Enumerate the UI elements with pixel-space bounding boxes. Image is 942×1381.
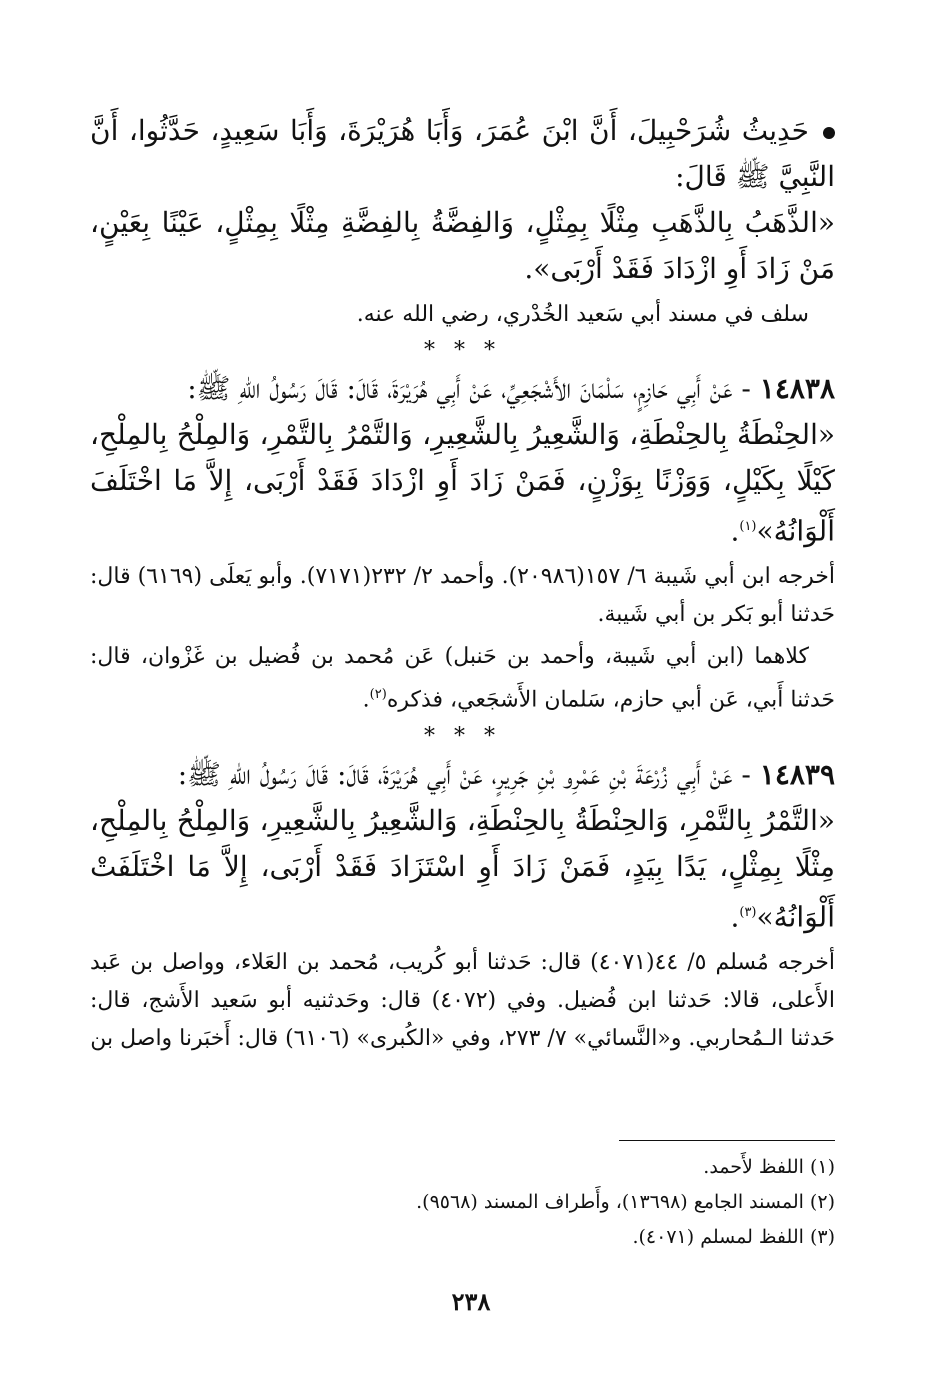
footnote-ref: (٣) [739,904,757,920]
footnote-ref: (١) [739,519,757,534]
hadith-number: ١٤٨٣٩ [759,757,835,791]
footnotes [135,1150,835,1255]
hadith-intro-text: حَدِيثُ شُرَحْبِيلَ، أَنَّ ابْنَ عُمَرَ، وَأَبَا هُرَيْرَةَ، وَأَبَا سَعِيدٍ، حَدَّثُوا، أَنَّ النَّبِيَّ ﷺ قَالَ: [90,114,835,193]
bullet-icon [823,127,835,139]
footnote-1: (١) اللفظ لأَحمد. [703,1156,835,1178]
section-separator: * * * [424,338,501,363]
hadith-14838-takhrij: أخرجه ابن أبي شَيبة ٦/ ١٥٧(٢٠٩٨٦). وأحمد ٢/ ٢٣٢(٧١٧١). وأبو يَعلَى (٦١٦٩) قال: حَدثنا أبو بَكر بن أبي شَيبة. [90,564,836,628]
hadith-14838-heading [90,366,835,412]
hadith-14839-heading [90,752,835,798]
hadith-matn-text: «التَّمْرُ بِالتَّمْرِ، وَالحِنْطَةُ بِالحِنْطَةِ، وَالشَّعِيرُ بِالشَّعِيرِ، وَالمِلْحُ بِالمِلْحِ، مِثْلًا بِمِثْلٍ، يَدًا بِيَدٍ، فَمَنْ زَادَ أَوِ اسْتَزَادَ فَقَدْ أَرْبَى، إِلاَّ مَا اخْتَلَفَتْ أَلْوَانُهُ» [90,803,835,933]
section-separator: * * * [424,723,501,749]
page-body [90,108,835,1058]
takhrij-text: كلاهما (ابن أبي شَيبة، وأحمد بن حَنبل) عَن مُحمد بن فُضيل بن غَزْوان، قال: حَدثنا أَبي، عَن أبي حازم، سَلمان الأَشجَعي، فذكره [90,644,835,713]
hadith-intro [90,108,835,200]
footnote-divider [619,1140,835,1141]
cross-reference-note: سلف في مسند أبي سَعيد الخُدْري، رضي الله عنه. [356,302,809,327]
footnote-2: (٢) المسند الجامع (١٣٦٩٨)، وأَطراف المسند (٩٥٦٨). [416,1191,835,1213]
hadith-isnad: - عَنْ أَبِي زُرْعَةَ بْنِ عَمْرِو بْنِ جَرِيرٍ، عَنْ أَبِي هُرَيْرَةَ، قَالَ: قَالَ رَسُولُ اللهِ ﷺ: [177,757,751,791]
hadith-14839-takhrij: أخرجه مُسلم ٥/ ٤٤(٤٠٧١) قال: حَدثنا أبو كُريب، مُحمد بن العَلاء، وواصل بن عَبد الأَعلى، قالا: حَدثنا ابن فُضيل. وفي (٤٠٧٢) قال: وحَدثنيه أبو سَعيد الأَشج، قال: حَدثنا الـمُحاربي. و«النَّسائي» ٧/ ٢٧٣، وفي «الكُبرى» (٦١٠٦) قال: أَخبَرنا واصل بن [90,949,836,1051]
hadith-14839-matn: «التَّمْرُ بِالتَّمْرِ، وَالحِنْطَةُ بِالحِنْطَةِ، وَالشَّعِيرُ بِالشَّعِيرِ، وَالمِلْحُ بِالمِلْحِ، مِثْلًا بِمِثْلٍ، يَدًا بِيَدٍ، فَمَنْ زَادَ أَوِ اسْتَزَادَ فَقَدْ أَرْبَى، إِلاَّ مَا اخْتَلَفَتْ أَلْوَانُهُ»$^{(٣)}$. [90,803,835,933]
hadith-isnad: - عَنْ أَبِي حَازِمٍ، سَلْمَانَ الأَشْجَعِيِّ، عَنْ أَبِي هُرَيْرَةَ، قَالَ: قَالَ رَسُولُ اللهِ ﷺ: [187,372,751,405]
hadith-matn: «الذَّهَبُ بِالذَّهَبِ مِثْلًا بِمِثْلٍ، وَالفِضَّةُ بِالفِضَّةِ مِثْلًا بِمِثْلٍ، عَيْنًا بِعَيْنٍ، مَنْ زَادَ أَوِ ازْدَادَ فَقَدْ أَرْبَى». [90,206,835,285]
hadith-14838-takhrij-2: كلاهما (ابن أبي شَيبة، وأحمد بن حَنبل) عَن مُحمد بن فُضيل بن غَزْوان، قال: حَدثنا أَبي، عَن أبي حازم، سَلمان الأَشجَعي، فذكره$^{(٢)}$. [90,644,835,713]
hadith-14838-matn: «الحِنْطَةُ بِالحِنْطَةِ، وَالشَّعِيرُ بِالشَّعِيرِ، وَالتَّمْرُ بِالتَّمْرِ، وَالمِلْحُ بِالمِلْحِ، كَيْلًا بِكَيْلٍ، وَوَزْنًا بِوَزْنٍ، فَمَنْ زَادَ أَوِ ازْدَادَ فَقَدْ أَرْبَى، إِلاَّ مَا اخْتَلَفَ أَلْوَانُهُ»$^{(١)}$. [90,418,835,548]
page-number: ٢٣٨ [451,1287,491,1316]
footnote-ref: (٢) [369,687,387,703]
hadith-number: ١٤٨٣٨ [759,372,835,405]
hadith-matn-text: «الحِنْطَةُ بِالحِنْطَةِ، وَالشَّعِيرُ بِالشَّعِيرِ، وَالتَّمْرُ بِالتَّمْرِ، وَالمِلْحُ بِالمِلْحِ، كَيْلًا بِكَيْلٍ، وَوَزْنًا بِوَزْنٍ، فَمَنْ زَادَ أَوِ ازْدَادَ فَقَدْ أَرْبَى، إِلاَّ مَا اخْتَلَفَ أَلْوَانُهُ» [90,418,835,548]
footnote-3: (٣) اللفظ لمسلم (٤٠٧١). [632,1226,835,1248]
